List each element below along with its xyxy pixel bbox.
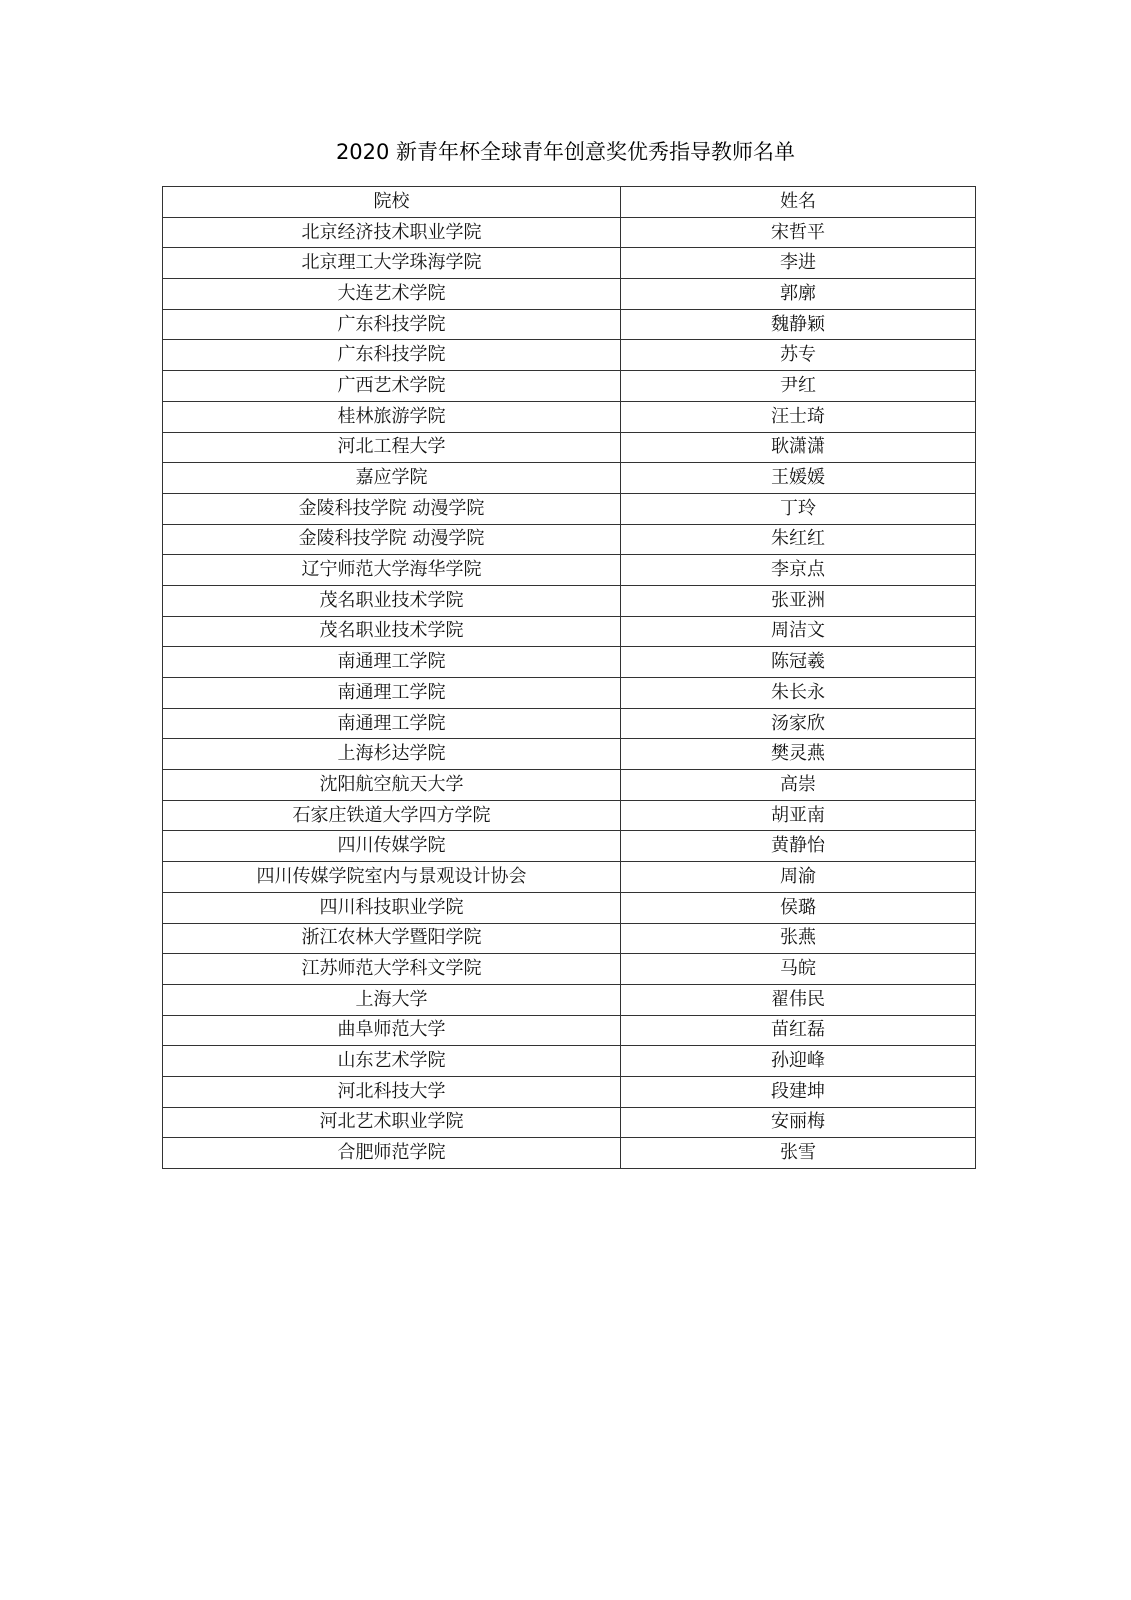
school-cell: 南通理工学院 <box>163 647 621 678</box>
school-cell: 河北科技大学 <box>163 1076 621 1107</box>
teacher-name-cell: 孙迎峰 <box>621 1046 976 1077</box>
table-row <box>163 555 976 586</box>
table-row <box>163 309 976 340</box>
school-cell: 山东艺术学院 <box>163 1046 621 1077</box>
table-row <box>163 831 976 862</box>
teacher-name-cell: 李京点 <box>621 555 976 586</box>
table-row <box>163 1076 976 1107</box>
school-cell: 北京经济技术职业学院 <box>163 217 621 248</box>
teacher-name-cell: 苏专 <box>621 340 976 371</box>
table-row <box>163 800 976 831</box>
school-cell: 上海杉达学院 <box>163 739 621 770</box>
table-row <box>163 371 976 402</box>
table-row <box>163 647 976 678</box>
teacher-name-cell: 侯璐 <box>621 892 976 923</box>
table-row <box>163 678 976 709</box>
school-cell: 辽宁师范大学海华学院 <box>163 555 621 586</box>
table-row <box>163 248 976 279</box>
table-header-row <box>163 187 976 218</box>
table-row <box>163 954 976 985</box>
teacher-name-cell: 陈冠羲 <box>621 647 976 678</box>
teacher-name-cell: 高崇 <box>621 770 976 801</box>
table-body <box>163 217 976 1168</box>
school-cell: 河北艺术职业学院 <box>163 1107 621 1138</box>
teacher-name-cell: 宋哲平 <box>621 217 976 248</box>
school-cell: 金陵科技学院 动漫学院 <box>163 524 621 555</box>
teacher-name-cell: 李进 <box>621 248 976 279</box>
table-row <box>163 1015 976 1046</box>
teacher-name-cell: 马皖 <box>621 954 976 985</box>
teacher-name-cell: 翟伟民 <box>621 984 976 1015</box>
school-cell: 广西艺术学院 <box>163 371 621 402</box>
table-row <box>163 770 976 801</box>
table-row <box>163 279 976 310</box>
table-row <box>163 739 976 770</box>
teacher-name-cell: 黄静怡 <box>621 831 976 862</box>
table-row <box>163 708 976 739</box>
school-cell: 广东科技学院 <box>163 309 621 340</box>
table-row <box>163 923 976 954</box>
school-cell: 浙江农林大学暨阳学院 <box>163 923 621 954</box>
teacher-name-cell: 张雪 <box>621 1138 976 1169</box>
school-cell: 上海大学 <box>163 984 621 1015</box>
school-cell: 嘉应学院 <box>163 463 621 494</box>
header-school: 院校 <box>163 187 621 218</box>
table-row <box>163 616 976 647</box>
teacher-name-cell: 汤家欣 <box>621 708 976 739</box>
school-cell: 合肥师范学院 <box>163 1138 621 1169</box>
teacher-name-cell: 郭廓 <box>621 279 976 310</box>
teacher-name-cell: 朱长永 <box>621 678 976 709</box>
school-cell: 金陵科技学院 动漫学院 <box>163 493 621 524</box>
table-row <box>163 892 976 923</box>
school-cell: 大连艺术学院 <box>163 279 621 310</box>
teacher-name-cell: 丁玲 <box>621 493 976 524</box>
table-row <box>163 340 976 371</box>
school-cell: 桂林旅游学院 <box>163 401 621 432</box>
school-cell: 四川科技职业学院 <box>163 892 621 923</box>
teacher-name-cell: 张亚洲 <box>621 585 976 616</box>
teacher-name-cell: 魏静颖 <box>621 309 976 340</box>
school-cell: 四川传媒学院 <box>163 831 621 862</box>
teacher-name-cell: 张燕 <box>621 923 976 954</box>
teacher-list-table <box>162 186 976 1169</box>
table-row <box>163 1107 976 1138</box>
teacher-name-cell: 王媛媛 <box>621 463 976 494</box>
school-cell: 南通理工学院 <box>163 678 621 709</box>
table-row <box>163 524 976 555</box>
teacher-name-cell: 胡亚南 <box>621 800 976 831</box>
teacher-name-cell: 朱红红 <box>621 524 976 555</box>
school-cell: 南通理工学院 <box>163 708 621 739</box>
teacher-name-cell: 周洁文 <box>621 616 976 647</box>
teacher-name-cell: 耿潇潇 <box>621 432 976 463</box>
school-cell: 沈阳航空航天大学 <box>163 770 621 801</box>
teacher-name-cell: 樊灵燕 <box>621 739 976 770</box>
school-cell: 石家庄铁道大学四方学院 <box>163 800 621 831</box>
page-title: 2020 新青年杯全球青年创意奖优秀指导教师名单 <box>335 140 796 164</box>
teacher-name-cell: 周渝 <box>621 862 976 893</box>
school-cell: 广东科技学院 <box>163 340 621 371</box>
table-row <box>163 463 976 494</box>
teacher-name-cell: 段建坤 <box>621 1076 976 1107</box>
school-cell: 江苏师范大学科文学院 <box>163 954 621 985</box>
school-cell: 曲阜师范大学 <box>163 1015 621 1046</box>
school-cell: 茂名职业技术学院 <box>163 616 621 647</box>
teacher-name-cell: 苗红磊 <box>621 1015 976 1046</box>
teacher-name-cell: 尹红 <box>621 371 976 402</box>
school-cell: 河北工程大学 <box>163 432 621 463</box>
school-cell: 北京理工大学珠海学院 <box>163 248 621 279</box>
table-row <box>163 432 976 463</box>
table-row <box>163 401 976 432</box>
header-name: 姓名 <box>621 187 976 218</box>
table-row <box>163 1138 976 1169</box>
school-cell: 茂名职业技术学院 <box>163 585 621 616</box>
teacher-name-cell: 安丽梅 <box>621 1107 976 1138</box>
table-row <box>163 984 976 1015</box>
school-cell: 四川传媒学院室内与景观设计协会 <box>163 862 621 893</box>
table-row <box>163 493 976 524</box>
table-row <box>163 862 976 893</box>
table-row <box>163 217 976 248</box>
teacher-name-cell: 汪士琦 <box>621 401 976 432</box>
table-row <box>163 1046 976 1077</box>
table-row <box>163 585 976 616</box>
